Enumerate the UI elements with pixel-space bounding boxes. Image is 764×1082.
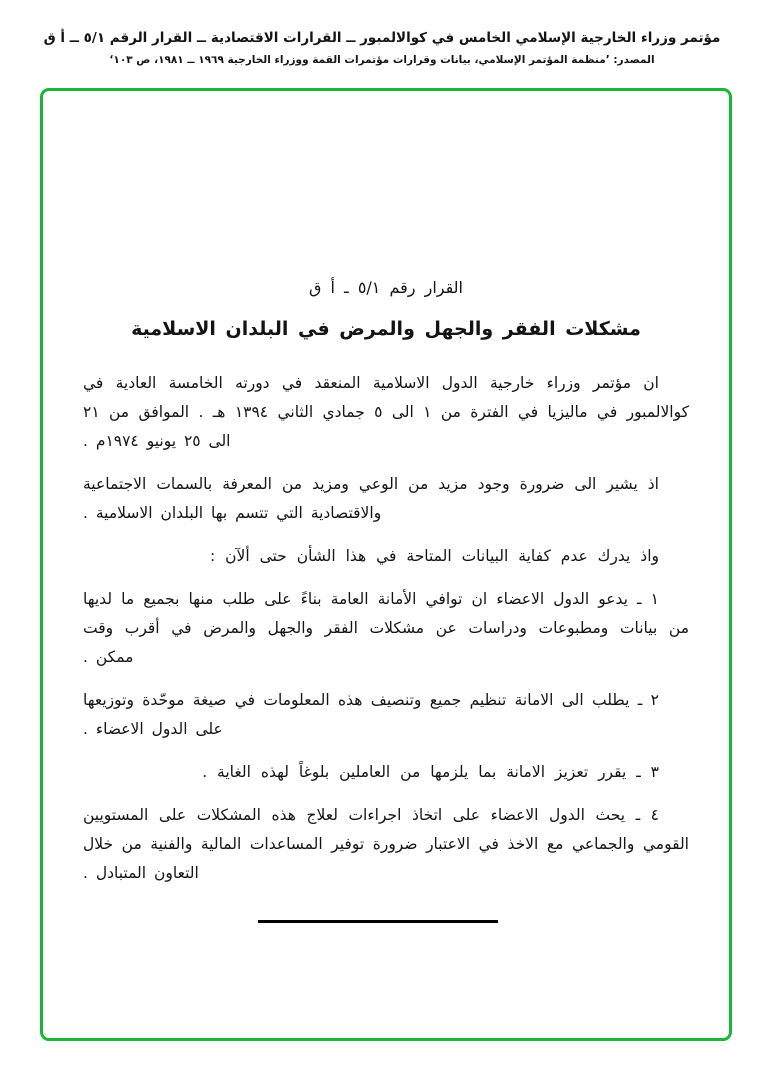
- document-header: [0, 0, 764, 66]
- annotation-highlight-border: [40, 88, 732, 1041]
- header-source-citation: المصدر: ’منظمة المؤتمر الإسلامي، بيانات وقرارات مؤتمرات القمة ووزراء الخارجية ١٩٦٩ ــ ١٩٨١، ص ١٠٣‘: [109, 54, 655, 66]
- resolution-number-line: القرار رقم ٥/١ ـ أ ق: [309, 278, 463, 297]
- resolution-item-3: ٣ ـ يقرر تعزيز الامانة بما يلزمها من العاملين بلوغاً لهذه الغاية .: [202, 763, 659, 781]
- preamble-awareness-paragraph: اذ يشير الى ضرورة وجود مزيد من الوعي ومزيد من المعرفة بالسمات الاجتماعية والاقتصادية التي تتسم بها البلدان الاسلامية .: [83, 475, 659, 522]
- resolution-item-1: ١ ـ يدعو الدول الاعضاء ان توافي الأمانة العامة بناءً على طلب منها بجميع ما لديها من بيانات ومطبوعات ودراسات عن مشكلات الفقر والجهل والمرض في أقرب وقت ممكن .: [83, 590, 689, 666]
- footnote-divider-line: [258, 920, 498, 923]
- resolution-item-2: ٢ ـ يطلب الى الامانة تنظيم جميع وتنصيف هذه المعلومات في صيغة موحّدة وتوزيعها على الدول الاعضاء .: [83, 691, 659, 738]
- resolution-title: مشكلات الفقر والجهل والمرض في البلدان الاسلامية: [131, 318, 641, 340]
- resolution-item-4: ٤ ـ يحث الدول الاعضاء على اتخاذ اجراءات لعلاج هذه المشكلات على المستويين القومي والجماعي مع الاخذ في الاعتبار ضرورة توفير المساعدات المالية والفنية من خلال التعاون المتبادل .: [83, 806, 689, 882]
- preamble-data-paragraph: واذ يدرك عدم كفاية البيانات المتاحة في هذا الشأن حتى ألآن :: [209, 547, 659, 565]
- preamble-session-paragraph: ان مؤتمر وزراء خارجية الدول الاسلامية المنعقد في دورته الخامسة العادية في كوالالمبور في ماليزيا في الفترة من ١ الى ٥ جمادي الثاني ١٣٩٤ هـ . الموافق من ٢١ الى ٢٥ يونيو ١٩٧٤م .: [83, 374, 689, 450]
- header-title: مؤتمر وزراء الخارجية الإسلامي الخامس في كوالالمبور ــ القرارات الاقتصادية ــ القرار الرقم ٥/١ ــ أ ق: [43, 30, 721, 46]
